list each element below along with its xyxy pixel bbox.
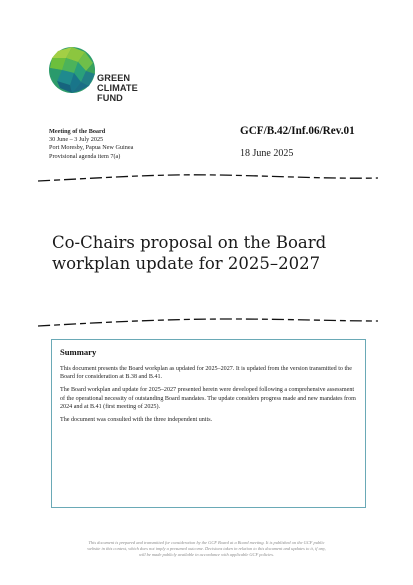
meeting-dates: 30 June – 3 July 2025	[49, 136, 104, 144]
summary-box	[51, 339, 366, 508]
agenda-item: Provisional agenda item 7(a)	[49, 152, 121, 160]
meeting-info	[49, 128, 133, 161]
logo-line-fund: FUND	[97, 93, 123, 103]
document-title: Co-Chairs proposal on the Board workplan update for 2025–2027	[52, 233, 327, 273]
logo-wordmark	[97, 73, 138, 103]
globe-icon	[48, 46, 96, 94]
footer-line: will be made publicly available in accordance with applicable GCF policies.	[138, 552, 275, 558]
gcf-logo	[48, 46, 148, 110]
divider-bottom	[38, 316, 378, 328]
footer-line: This document is prepared and transmitted for consideration by the GCF Board at a Board meeting. It is published on the GCF public	[88, 540, 325, 545]
summary-paragraph: This document presents the Board workplan as updated for 2025–2027. It is updated from the version transmitted to the Board for consideration at B.38 and B.41.	[60, 366, 352, 381]
meeting-location: Port Moresby, Papua New Guinea	[49, 144, 134, 152]
meeting-heading: Meeting of the Board	[49, 128, 106, 135]
document-code: GCF/B.42/Inf.06/Rev.01	[240, 125, 355, 137]
summary-paragraph: The Board workplan and update for 2025–2027 presented herein were developed following a comprehensive assessment of the operational necessity of outstanding Board mandates. The update considers progress made and new mandates from 2024 and at B.41 (first meeting of 2025).	[60, 387, 356, 410]
summary-paragraph: The document was consulted with the three independent units.	[60, 417, 213, 424]
footer-line: website in this context, which does not imply a presumed outcome. Decisions taken in relation to this document and updates to it, if any,	[87, 546, 326, 552]
logo-line-green: GREEN	[97, 73, 131, 83]
disclaimer-footer	[40, 540, 373, 559]
logo-line-climate: CLIMATE	[97, 83, 138, 93]
divider-top	[38, 172, 378, 184]
summary-heading: Summary	[60, 347, 97, 357]
document-date: 18 June 2025	[240, 148, 294, 159]
